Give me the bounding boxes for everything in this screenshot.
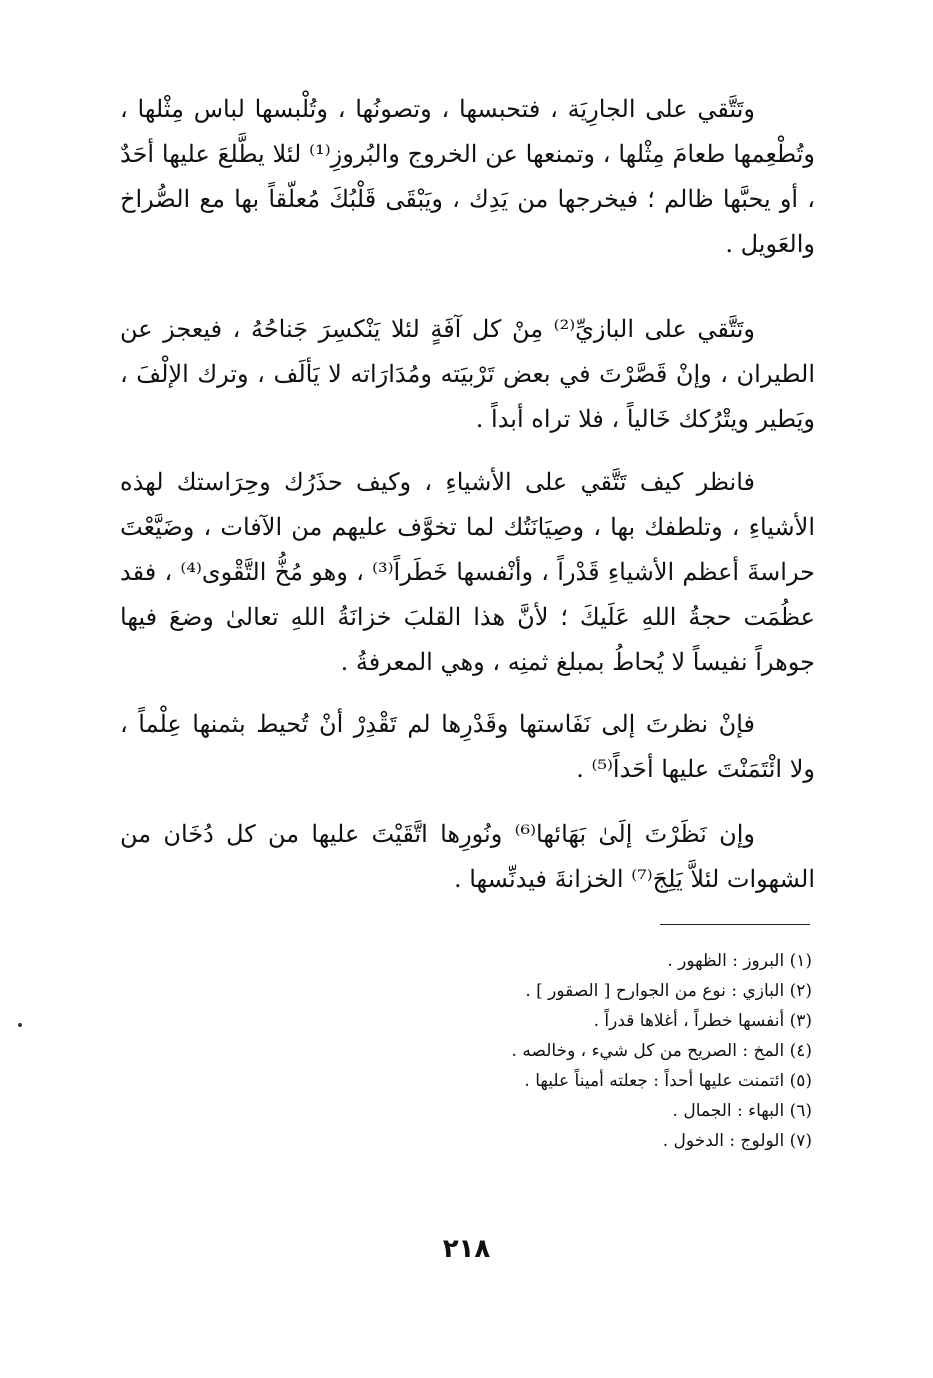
footnote-2: (٢) البازي : نوع من الجوارح [ الصقور ] . [525, 981, 812, 1001]
paragraph-splendor: وإن نَظَرْتَ إلَىٰ بَهَائها⁽⁶⁾ ونُورِها اتَّقَيْتَ عليها من كل دُخَان من الشهوات لئلاَّ يَلِجَ⁽⁷⁾ الخزانةَ فيدنِّسها . [120, 820, 815, 893]
footnote-separator [660, 924, 810, 925]
paragraph-guarding-things: فانظر كيف تَتَّقي على الأشياءِ ، وكيف حذَرُك وحِرَاستك لهذه الأشياءِ ، وتلطفك بها ، وصِيَانَتُك لما تخوَّف عليهم من الآفات ، وضَيَّعْتَ حراسةَ أعظم الأشياءِ قَدْراً ، وأنْفسها خَطَراً⁽³⁾ ، وهو مُخُّ التَّقْوى⁽⁴⁾ ، فقد عظُمَت حجةُ اللهِ عَلَيكَ ؛ لأنَّ هذا القلبَ خزانَةُ اللهِ تعالىٰ وضعَ فيها جوهراً نفيساً لا يُحاطُ بمبلغ ثمنِه ، وهي المعرفةُ . [120, 468, 816, 676]
footnotes [380, 946, 812, 1156]
footnote-6: (٦) البهاء : الجمال . [672, 1101, 812, 1121]
scan-speck [18, 1023, 22, 1027]
footnote-3: (٣) أنفسها خطراً ، أغلاها قدراً . [593, 1011, 812, 1031]
footnote-1: (١) البروز : الظهور . [667, 951, 812, 971]
paragraph-slave-girl: وتَتَّقي على الجارِيَة ، فتحبسها ، وتصونُها ، وتُلْبسها لباس مِثْلها ، وتُطْعِمها طعامَ مِثْلها ، وتمنعها عن الخروج والبُروزِ⁽¹⁾ لئلا يطَّلعَ عليها أحَدٌ ، أو يحبَّها ظالم ؛ فيخرجها من يَدِك ، ويَبْقَى قَلْبُكَ مُعلّقاً بها مع الصُّراخ والعَويل . [120, 95, 816, 258]
paragraph-falcon: وتَتَّقي على البازيِّ⁽²⁾ مِنْ كل آفَةٍ لئلا يَنْكسِرَ جَناحُهُ ، فيعجز عن الطيران ، وإنْ قَصَّرْتَ في بعض تَرْبيَته ومُدَارَاته لا يَألَف ، وترك الإلْفَ ، ويَطير ويتْرُكك خَالياً ، فلا تراه أبداً . [120, 315, 816, 433]
paragraph-preciousness: فإنْ نظرتَ إلى نَفَاستها وقَدْرِها لم تَقْدِرْ أنْ تُحيط بثمنها عِلْماً ، ولا ائْتَمَنْتَ عليها أحَداً⁽⁵⁾ . [120, 710, 815, 783]
page-number: ٢١٨ [442, 1234, 491, 1264]
footnote-4: (٤) المخ : الصريح من كل شيء ، وخالصه . [511, 1041, 812, 1061]
footnote-7: (٧) الولوج : الدخول . [662, 1131, 812, 1151]
footnote-5: (٥) ائتمنت عليها أحداً : جعلته أميناً عليها . [524, 1071, 812, 1091]
